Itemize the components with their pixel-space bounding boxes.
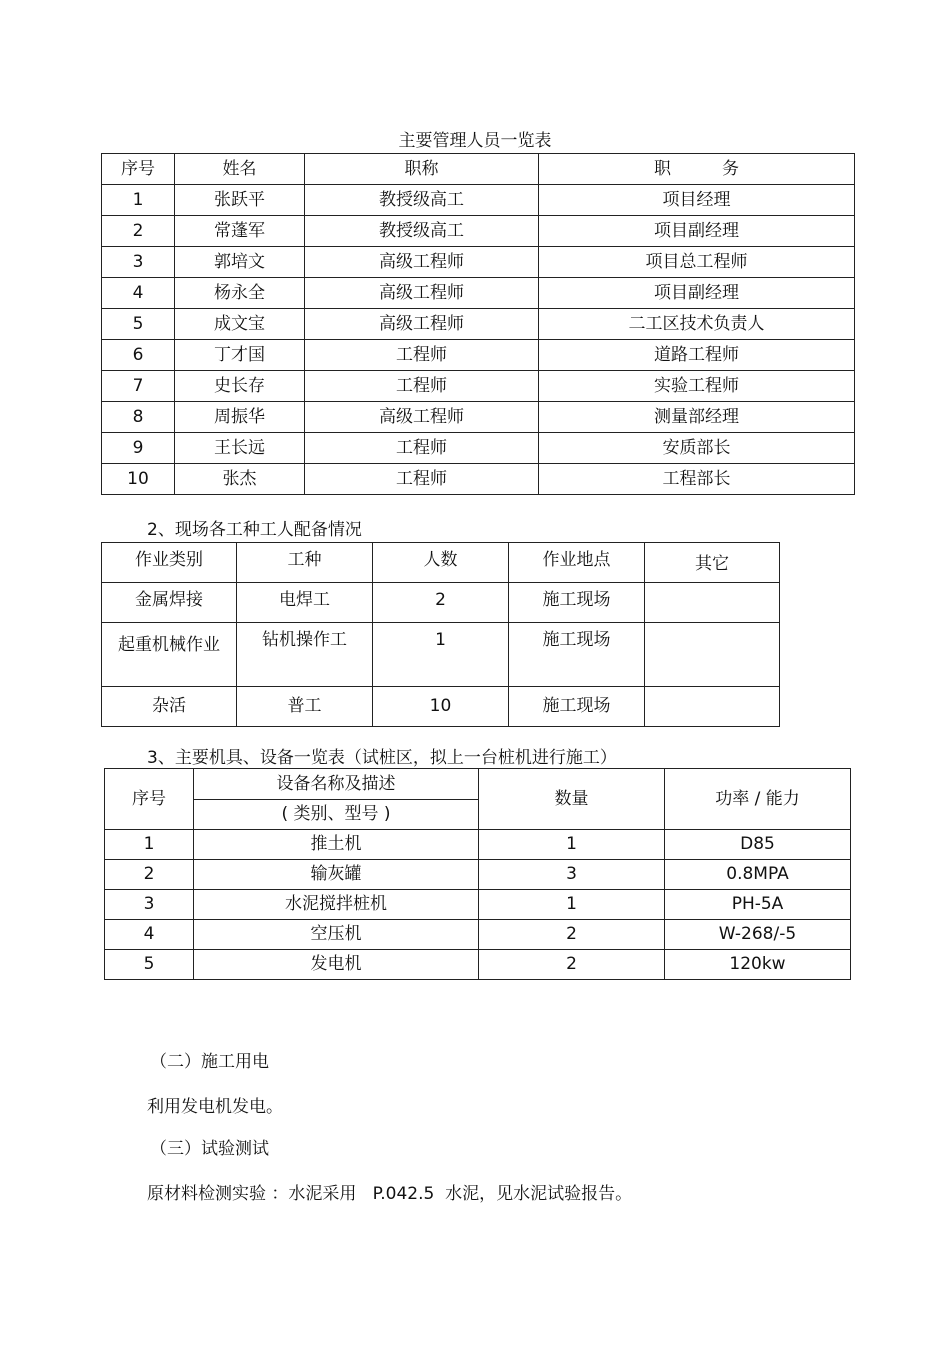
header-cell: 工种 — [237, 543, 373, 583]
equipment-table — [104, 768, 851, 980]
table-cell: 施工现场 — [509, 583, 645, 623]
table-cell: 3 — [102, 247, 175, 278]
table-row — [105, 920, 851, 950]
table-cell: 10 — [373, 687, 509, 727]
table-cell: 空压机 — [194, 920, 479, 950]
table-cell: 高级工程师 — [305, 402, 539, 433]
table-cell: 普工 — [237, 687, 373, 727]
table-cell: 教授级高工 — [305, 216, 539, 247]
table-cell: 电焊工 — [237, 583, 373, 623]
table-cell: 张杰 — [175, 464, 305, 495]
table-cell: 项目副经理 — [539, 216, 855, 247]
table-cell: 水泥搅拌桩机 — [194, 890, 479, 920]
header-cell: 作业地点 — [509, 543, 645, 583]
table-cell: 测量部经理 — [539, 402, 855, 433]
paragraph-power: 利用发电机发电。 — [147, 1097, 283, 1117]
table-cell: 1 — [102, 185, 175, 216]
table-cell: 教授级高工 — [305, 185, 539, 216]
table-cell: 7 — [102, 371, 175, 402]
table-row — [102, 687, 780, 727]
table-cell: 周振华 — [175, 402, 305, 433]
worker-allocation-table — [101, 542, 780, 727]
table-cell: 2 — [102, 216, 175, 247]
table-cell: 高级工程师 — [305, 247, 539, 278]
table-cell — [645, 623, 780, 687]
table-cell: D85 — [665, 830, 851, 860]
section-heading-power: （二）施工用电 — [150, 1052, 269, 1072]
table-cell: 1 — [479, 890, 665, 920]
table-cell: 0.8MPA — [665, 860, 851, 890]
header-cell: 数量 — [479, 769, 665, 830]
table-cell: 二工区技术负责人 — [539, 309, 855, 340]
table-cell: 张跃平 — [175, 185, 305, 216]
table-cell: 2 — [479, 950, 665, 980]
header-cell: 作业类别 — [102, 543, 237, 583]
header-cell: 职 务 — [539, 154, 855, 185]
table1-title: 主要管理人员一览表 — [398, 131, 552, 151]
paragraph-testing: 原材料检测实验 ：水泥采用 P.042.5 水泥，见水泥试验报告。 — [147, 1184, 633, 1204]
table-cell: 10 — [102, 464, 175, 495]
table-cell: 1 — [479, 830, 665, 860]
table-row — [102, 464, 855, 495]
table-row — [102, 185, 855, 216]
table-row — [102, 433, 855, 464]
table-row — [105, 950, 851, 980]
table-row — [102, 247, 855, 278]
table-row — [102, 402, 855, 433]
header-cell: 其它 — [645, 543, 780, 583]
table-cell: 2 — [373, 583, 509, 623]
table-row — [102, 623, 780, 687]
header-cell: 姓名 — [175, 154, 305, 185]
management-staff-table — [101, 153, 855, 495]
table-cell — [645, 687, 780, 727]
table-cell: 杨永全 — [175, 278, 305, 309]
table-cell: 5 — [102, 309, 175, 340]
header-cell: 序号 — [105, 769, 194, 830]
table-cell: 8 — [102, 402, 175, 433]
table-cell: 高级工程师 — [305, 278, 539, 309]
table-cell: 推土机 — [194, 830, 479, 860]
table-cell: 工程部长 — [539, 464, 855, 495]
table-cell: 丁才国 — [175, 340, 305, 371]
table-cell: 高级工程师 — [305, 309, 539, 340]
header-cell: 人数 — [373, 543, 509, 583]
table-cell: 项目总工程师 — [539, 247, 855, 278]
table-cell: 施工现场 — [509, 687, 645, 727]
table-cell: 9 — [102, 433, 175, 464]
section-heading-testing: （三）试验测试 — [150, 1139, 269, 1159]
header-cell: 设备名称及描述 — [194, 769, 479, 800]
table-cell: 钻机操作工 — [237, 623, 373, 687]
table-row — [102, 371, 855, 402]
table-cell: 施工现场 — [509, 623, 645, 687]
table-cell: 工程师 — [305, 371, 539, 402]
table-header-row — [102, 154, 855, 185]
table-cell: 输灰罐 — [194, 860, 479, 890]
table-cell: 史长存 — [175, 371, 305, 402]
table-cell: 实验工程师 — [539, 371, 855, 402]
table-cell: 项目副经理 — [539, 278, 855, 309]
table-cell: 5 — [105, 950, 194, 980]
header-cell: 功率 / 能力 — [665, 769, 851, 830]
table-cell: 成文宝 — [175, 309, 305, 340]
table-header-row — [102, 543, 780, 583]
header-cell: 职称 — [305, 154, 539, 185]
table-cell: 工程师 — [305, 433, 539, 464]
table-cell: 王长远 — [175, 433, 305, 464]
table-row — [105, 830, 851, 860]
table-cell: 杂活 — [102, 687, 237, 727]
table2-title: 2、现场各工种工人配备情况 — [147, 520, 362, 540]
table-header-row — [105, 769, 851, 800]
table-row — [105, 890, 851, 920]
table-cell: 项目经理 — [539, 185, 855, 216]
table3-title: 3、主要机具、设备一览表（试桩区，拟上一台桩机进行施工） — [147, 748, 617, 768]
header-cell: 序号 — [102, 154, 175, 185]
table-cell: 工程师 — [305, 464, 539, 495]
table-cell: 4 — [105, 920, 194, 950]
table-row — [105, 860, 851, 890]
table-cell: 1 — [105, 830, 194, 860]
table-cell: 1 — [373, 623, 509, 687]
table-cell: W-268/-5 — [665, 920, 851, 950]
table-cell: 2 — [105, 860, 194, 890]
table-cell: PH-5A — [665, 890, 851, 920]
table-cell: 3 — [105, 890, 194, 920]
table-row — [102, 340, 855, 371]
table-cell: 6 — [102, 340, 175, 371]
table-cell: 2 — [479, 920, 665, 950]
table-cell: 金属焊接 — [102, 583, 237, 623]
table-cell — [645, 583, 780, 623]
table-cell: 安质部长 — [539, 433, 855, 464]
table-cell: 起重机械作业 — [102, 623, 237, 687]
table-cell: 发电机 — [194, 950, 479, 980]
table-cell: 3 — [479, 860, 665, 890]
table-cell: 道路工程师 — [539, 340, 855, 371]
header-cell: ( 类别、型号 ) — [194, 800, 479, 830]
table-row — [102, 309, 855, 340]
table-row — [102, 278, 855, 309]
table-cell: 120kw — [665, 950, 851, 980]
table-cell: 4 — [102, 278, 175, 309]
table-cell: 郭培文 — [175, 247, 305, 278]
table-row — [102, 216, 855, 247]
table-row — [102, 583, 780, 623]
table-cell: 常蓬军 — [175, 216, 305, 247]
table-cell: 工程师 — [305, 340, 539, 371]
